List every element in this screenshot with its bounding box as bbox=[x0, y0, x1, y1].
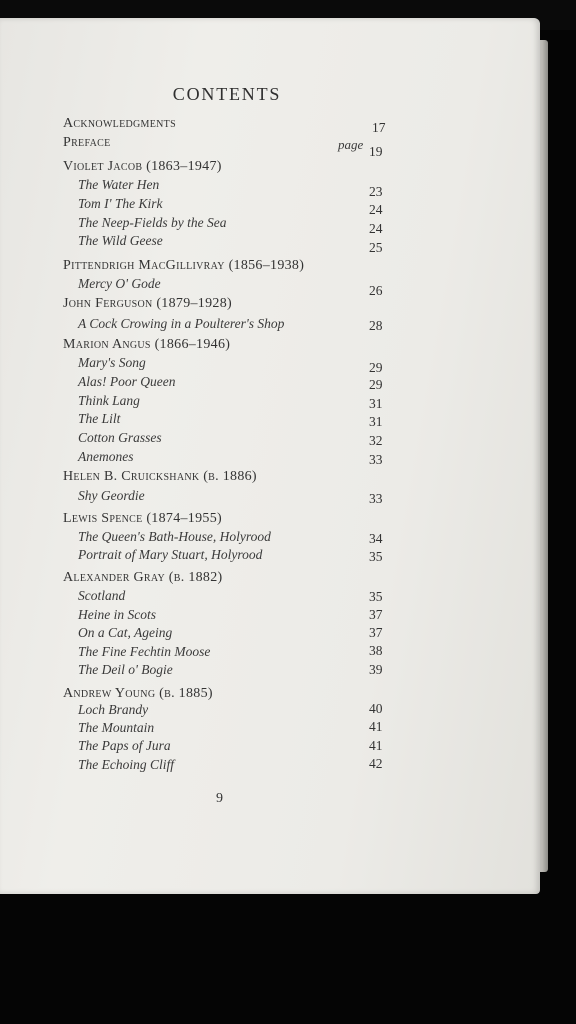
toc-poem-entry: The Deil o' Bogie bbox=[78, 662, 173, 677]
toc-page-number: 37 bbox=[369, 625, 383, 640]
toc-page-number: 17 bbox=[372, 120, 386, 135]
toc-page-number: 32 bbox=[369, 433, 383, 448]
toc-page-number: 29 bbox=[369, 377, 383, 392]
toc-page-number: 34 bbox=[369, 531, 383, 546]
toc-poem-entry: The Mountain bbox=[78, 720, 155, 735]
toc-page-number: 29 bbox=[369, 360, 383, 375]
toc-page-number: 33 bbox=[369, 491, 383, 506]
toc-poem-entry: Anemones bbox=[78, 449, 134, 464]
toc-poem-entry: Scotland bbox=[78, 588, 126, 603]
page-column-label: page bbox=[338, 137, 364, 152]
toc-page-number: 26 bbox=[369, 283, 383, 298]
toc-page-number: 35 bbox=[369, 589, 383, 604]
toc-poem-entry: Loch Brandy bbox=[78, 702, 149, 717]
toc-page-number: 28 bbox=[369, 318, 383, 333]
toc-poem-entry: The Water Hen bbox=[78, 177, 160, 192]
toc-page-number: 38 bbox=[369, 643, 383, 658]
toc-author-entry: Andrew Young (b. 1885) bbox=[63, 686, 213, 701]
toc-page-number: 25 bbox=[369, 240, 383, 255]
toc-page-number: 35 bbox=[369, 549, 383, 564]
toc-page-number: 41 bbox=[369, 738, 383, 753]
toc-poem-entry: The Queen's Bath-House, Holyrood bbox=[78, 529, 271, 544]
toc-poem-entry: The Neep-Fields by the Sea bbox=[78, 215, 227, 230]
toc-page-number: 37 bbox=[369, 607, 383, 622]
toc-poem-entry: Alas! Poor Queen bbox=[78, 374, 176, 389]
toc-poem-entry: The Lilt bbox=[78, 411, 121, 426]
toc-author-entry: Alexander Gray (b. 1882) bbox=[63, 570, 223, 585]
toc-poem-entry: Mercy O' Gode bbox=[78, 276, 161, 291]
toc-author-entry: Acknowledgments bbox=[63, 116, 176, 131]
toc-author-entry: Preface bbox=[63, 135, 111, 150]
toc-poem-entry: Mary's Song bbox=[78, 355, 146, 370]
toc-author-entry: Violet Jacob (1863–1947) bbox=[63, 159, 222, 174]
toc-page-number: 24 bbox=[369, 202, 383, 217]
toc-author-entry: John Ferguson (1879–1928) bbox=[63, 296, 232, 311]
toc-poem-entry: The Paps of Jura bbox=[78, 738, 171, 753]
toc-page-number: 24 bbox=[369, 221, 383, 236]
toc-page-number: 40 bbox=[369, 701, 383, 716]
toc-page-number: 39 bbox=[369, 662, 383, 677]
toc-page-number: 31 bbox=[369, 396, 383, 411]
toc-page-number: 33 bbox=[369, 452, 383, 467]
toc-author-entry: Pittendrigh MacGillivray (1856–1938) bbox=[63, 258, 305, 273]
toc-page-number: 19 bbox=[369, 144, 383, 159]
toc-author-entry: Lewis Spence (1874–1955) bbox=[63, 511, 222, 526]
toc-page-number: 41 bbox=[369, 719, 383, 734]
contents-heading: CONTENTS bbox=[172, 84, 282, 104]
toc-poem-entry: A Cock Crowing in a Poulterer's Shop bbox=[78, 316, 285, 331]
page-number: 9 bbox=[216, 791, 223, 806]
toc-page-number: 23 bbox=[369, 184, 383, 199]
toc-page-number: 42 bbox=[369, 756, 383, 771]
toc-poem-entry: On a Cat, Ageing bbox=[78, 625, 173, 640]
toc-author-entry: Helen B. Cruickshank (b. 1886) bbox=[63, 469, 257, 484]
toc-poem-entry: The Fine Fechtin Moose bbox=[78, 644, 211, 659]
toc-poem-entry: Heine in Scots bbox=[78, 607, 156, 622]
toc-poem-entry: Portrait of Mary Stuart, Holyrood bbox=[78, 547, 263, 562]
toc-poem-entry: Cotton Grasses bbox=[78, 430, 162, 445]
toc-poem-entry: Tom I' The Kirk bbox=[78, 196, 163, 211]
toc-poem-entry: The Echoing Cliff bbox=[78, 757, 174, 772]
toc-poem-entry: Shy Geordie bbox=[78, 488, 145, 503]
toc-poem-entry: Think Lang bbox=[78, 393, 140, 408]
toc-author-entry: Marion Angus (1866–1946) bbox=[63, 337, 231, 352]
toc-poem-entry: The Wild Geese bbox=[78, 233, 163, 248]
book-page bbox=[0, 18, 540, 894]
toc-page-number: 31 bbox=[369, 414, 383, 429]
